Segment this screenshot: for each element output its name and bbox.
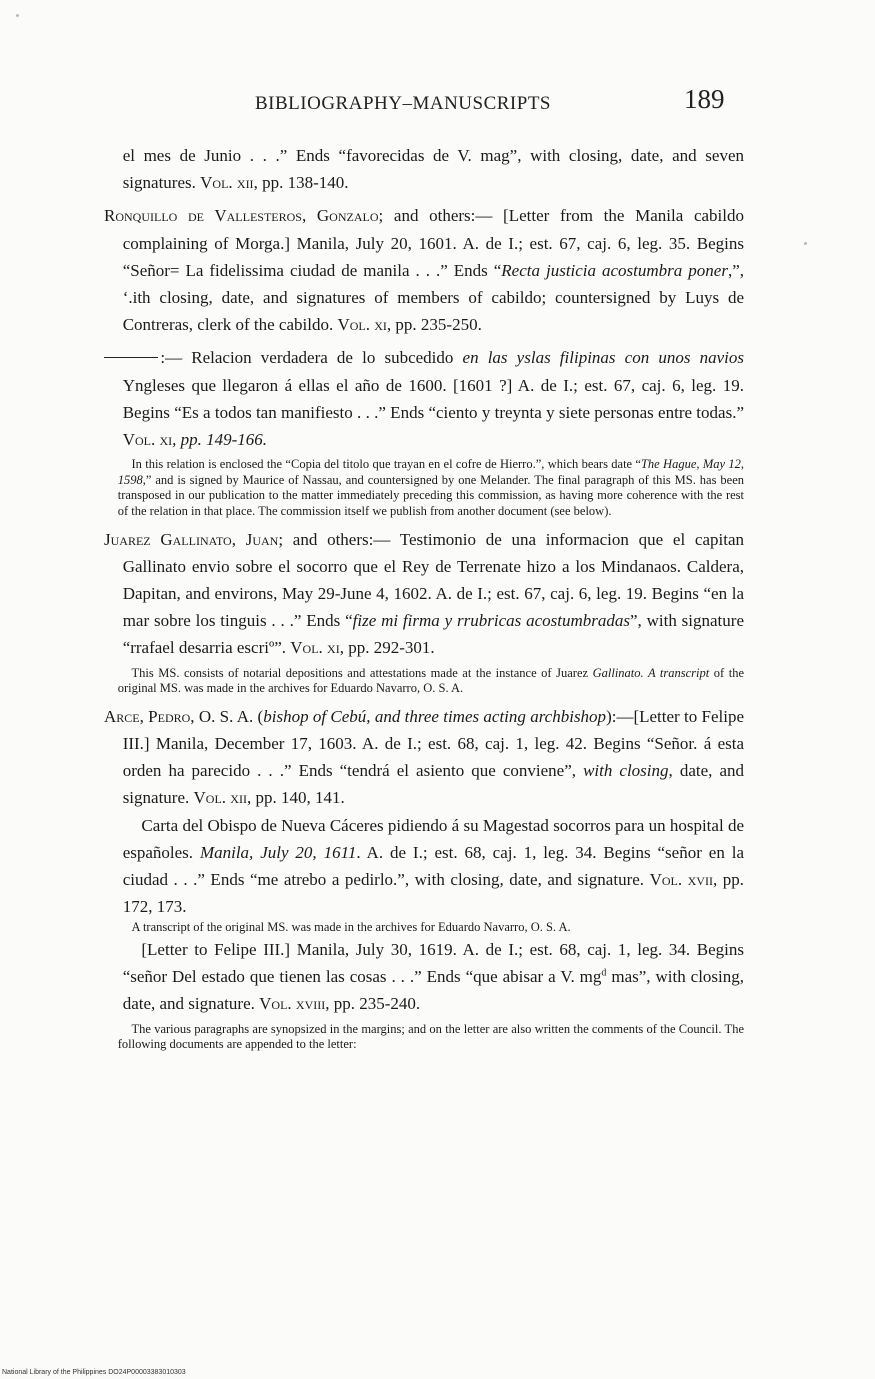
note-paragraphs: The various paragraphs are synopsized in the margins; and on the letter are also written the comments of the Council. The following documents are appended to the letter: <box>117 1021 744 1052</box>
entry-juarez-gallinato: Juarez Gallinato, Juan; and others:— Testimonio de una informacion que el capitan Gallinato envio sobre el socorro que el Rey de Terrenate hizo a los Mindanaos. Caldera, Dapitan, and environs, May 29-June 4, 1602. A. de I.; est. 67, caj. 6, leg. 19. Begins “en la mar sobre los tinguis . . .” Ends “fize mi firma y rrubricas acostumbradas”, with signature “rrafael desarria escriº”. Vol. xi, pp. 292-301. <box>104 529 744 658</box>
ditto-dash <box>104 357 158 358</box>
note-gallinato: This MS. consists of notarial depositions and attestations made at the instance of Juarez Gallinato. A transcript of the original MS. was made in the archives for Eduardo Navarro, O. S. A. <box>117 665 744 696</box>
running-head: BIBLIOGRAPHY–MANUSCRIPTS <box>255 93 551 114</box>
page-number: 189 <box>684 84 725 114</box>
page-body <box>104 142 744 1059</box>
scan-speck <box>16 14 19 17</box>
entry-carta-obispo: Carta del Obispo de Nueva Cáceres pidiendo á su Magestad socorros para un hospital de españoles. Manila, July 20, 1611. A. de I.; est. 68, caj. 1, leg. 34. Begins “señor en la ciudad . . .” Ends “me atrebo a pedirlo.”, with closing, date, and signature. Vol. xvii, pp. 172, 173. <box>122 815 744 917</box>
library-stamp: National Library of the Philippines DO24P00003383010303 <box>2 1369 186 1376</box>
note-relacion: In this relation is enclosed the “Copia del titolo que trayan en el cofre de Hierro.”, which bears date “The Hague, May 12, 1598,” and is signed by Maurice of Nassau, and countersigned by one Melander. The final paragraph of this MS. has been transposed in our publication to the matter immediately preceding this commission, as having more coherence with the rest of the relation in that place. The commission itself we publish from another document (see below). <box>117 457 744 519</box>
scan-speck <box>804 242 807 245</box>
entry-letter-1619: [Letter to Felipe III.] Manila, July 30, 1619. A. de I.; est. 68, caj. 1, leg. 34. Begins “señor Del estado que tienen las cosas . . .” Ends “que abisar a V. $mg^d$ mas”, with closing, date, and signature. Vol. xviii, pp. 235-240. <box>122 940 745 1014</box>
entry-ronquillo: Ronquillo de Vallesteros, Gonzalo; and others:— [Letter from the Manila cabildo complaining of Morga.] Manila, July 20, 1601. A. de I.; est. 67, caj. 6, leg. 35. Begins “Señor= La fidelissima ciudad de manila . . .” Ends “Recta justicia acostumbra poner,”, ‘.ith closing, date, and signatures of members of cabildo; countersigned by Luys de Contreras, clerk of the cabildo. Vol. xi, pp. 235-250. <box>104 206 744 335</box>
note-transcript: A transcript of the original MS. was made in the archives for Eduardo Navarro, O. S. A. <box>131 920 571 935</box>
entry-arce: Arce, Pedro, O. S. A. (bishop of Cebú, and three times acting archbishop):—[Letter to Felipe III.] Manila, December 17, 1603. A. de I.; est. 68, caj. 1, leg. 42. Begins “Señor. á esta orden ha parecido . . .” Ends “tendrá el asiento que conviene”, with closing, date, and signature. Vol. xii, pp. 140, 141. <box>104 706 745 808</box>
entry-continuation: el mes de Junio . . .” Ends “favorecidas de V. mag”, with closing, date, and seven signatures. Vol. xii, pp. 138-140. <box>122 146 744 193</box>
entry-relacion: :— Relacion verdadera de lo subcedido en las yslas filipinas con unos navios Yngleses que llegaron á ellas el año de 1600. [1601 ?] A. de I.; est. 67, caj. 6, leg. 19. Begins “Es a todos tan manifiesto . . .” Ends “ciento y treynta y siete personas entre todas.” Vol. xi, pp. 149-166. <box>104 344 744 453</box>
